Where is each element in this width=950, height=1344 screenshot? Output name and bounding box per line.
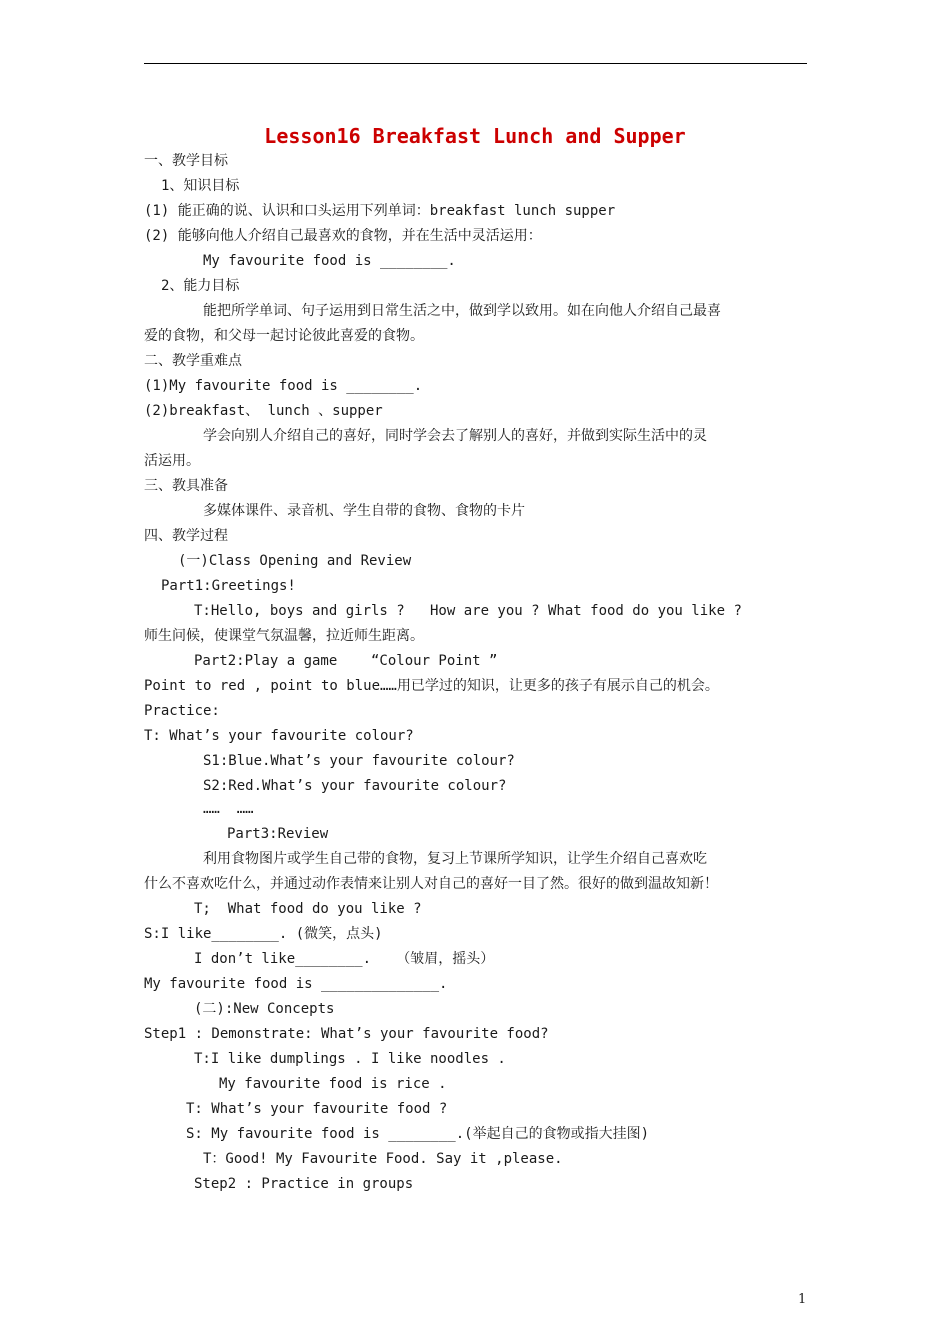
text-line: Part1:Greetings!	[161, 578, 296, 594]
text-line: My favourite food is ______________.	[144, 976, 448, 992]
subsection-heading: 1、知识目标	[161, 178, 240, 194]
text-line: S:I like________. (微笑，点头)	[144, 926, 383, 942]
section-heading: 二、教学重难点	[144, 353, 242, 369]
text-line: My favourite food is ________.	[203, 253, 456, 269]
text-line: 活运用。	[144, 453, 200, 469]
text-line: My favourite food is rice .	[219, 1076, 447, 1092]
text-line: T; What food do you like ?	[194, 901, 422, 917]
text-line: …… ……	[203, 801, 254, 817]
text-line: Point to red , point to blue……用已学过的知识，让更多的孩子有展示自己的机会。	[144, 678, 719, 694]
lesson-title: Lesson16 Breakfast Lunch and Supper	[264, 124, 686, 148]
text-line: T:I like dumplings . I like noodles .	[194, 1051, 506, 1067]
text-line: (1)My favourite food is ________.	[144, 378, 423, 394]
text-line: (1) 能正确的说、认识和口头运用下列单词：breakfast lunch supper	[144, 203, 616, 219]
text-line: 利用食物图片或学生自己带的食物，复习上节课所学知识，让学生介绍自己喜欢吃	[203, 851, 707, 867]
text-line: 能把所学单词、句子运用到日常生活之中，做到学以致用。如在向他人介绍自己最喜	[203, 303, 721, 319]
text-line: T: What’s your favourite food ?	[186, 1101, 448, 1117]
text-line: T:Hello, boys and girls ? How are you ? What food do you like ?	[194, 603, 742, 619]
text-line: Part3:Review	[227, 826, 329, 842]
text-line: I don’t like________. （皱眉，摇头）	[194, 951, 495, 967]
text-line: Practice:	[144, 703, 220, 719]
text-line: 爱的食物，和父母一起讨论彼此喜爱的食物。	[144, 328, 424, 344]
text-line: T: What’s your favourite colour?	[144, 728, 414, 744]
section-heading: 一、教学目标	[144, 153, 228, 169]
text-line: S: My favourite food is ________.(举起自己的食物或指大挂图)	[186, 1126, 650, 1142]
section-heading: 三、教具准备	[144, 478, 228, 494]
subsection-heading: 2、能力目标	[161, 278, 240, 294]
text-line: 学会向别人介绍自己的喜好，同时学会去了解别人的喜好，并做到实际生活中的灵	[203, 428, 707, 444]
text-line: Step2 : Practice in groups	[194, 1176, 414, 1192]
text-line: S1:Blue.What’s your favourite colour?	[203, 753, 515, 769]
section-heading: 四、教学过程	[144, 528, 228, 544]
text-line: 多媒体课件、录音机、学生自带的食物、食物的卡片	[203, 503, 525, 519]
text-line: (二):New Concepts	[194, 1001, 335, 1017]
header-rule	[144, 63, 807, 64]
page-number: 1	[798, 1292, 807, 1307]
text-line: S2:Red.What’s your favourite colour?	[203, 778, 507, 794]
text-line: (2)breakfast、 lunch 、supper	[144, 403, 383, 419]
text-line: (2) 能够向他人介绍自己最喜欢的食物，并在生活中灵活运用：	[144, 228, 542, 244]
text-line: Step1 : Demonstrate: What’s your favourite food?	[144, 1026, 549, 1042]
text-line: 师生问候，使课堂气氛温馨，拉近师生距离。	[144, 628, 424, 644]
text-line: Part2:Play a game “Colour Point ”	[194, 653, 498, 669]
text-line: (一)Class Opening and Review	[178, 553, 412, 569]
text-line: 什么不喜欢吃什么，并通过动作表情来让别人对自己的喜好一目了然。很好的做到温故知新！	[144, 876, 718, 892]
text-line: T：Good! My Favourite Food. Say it ,please.	[203, 1151, 563, 1167]
